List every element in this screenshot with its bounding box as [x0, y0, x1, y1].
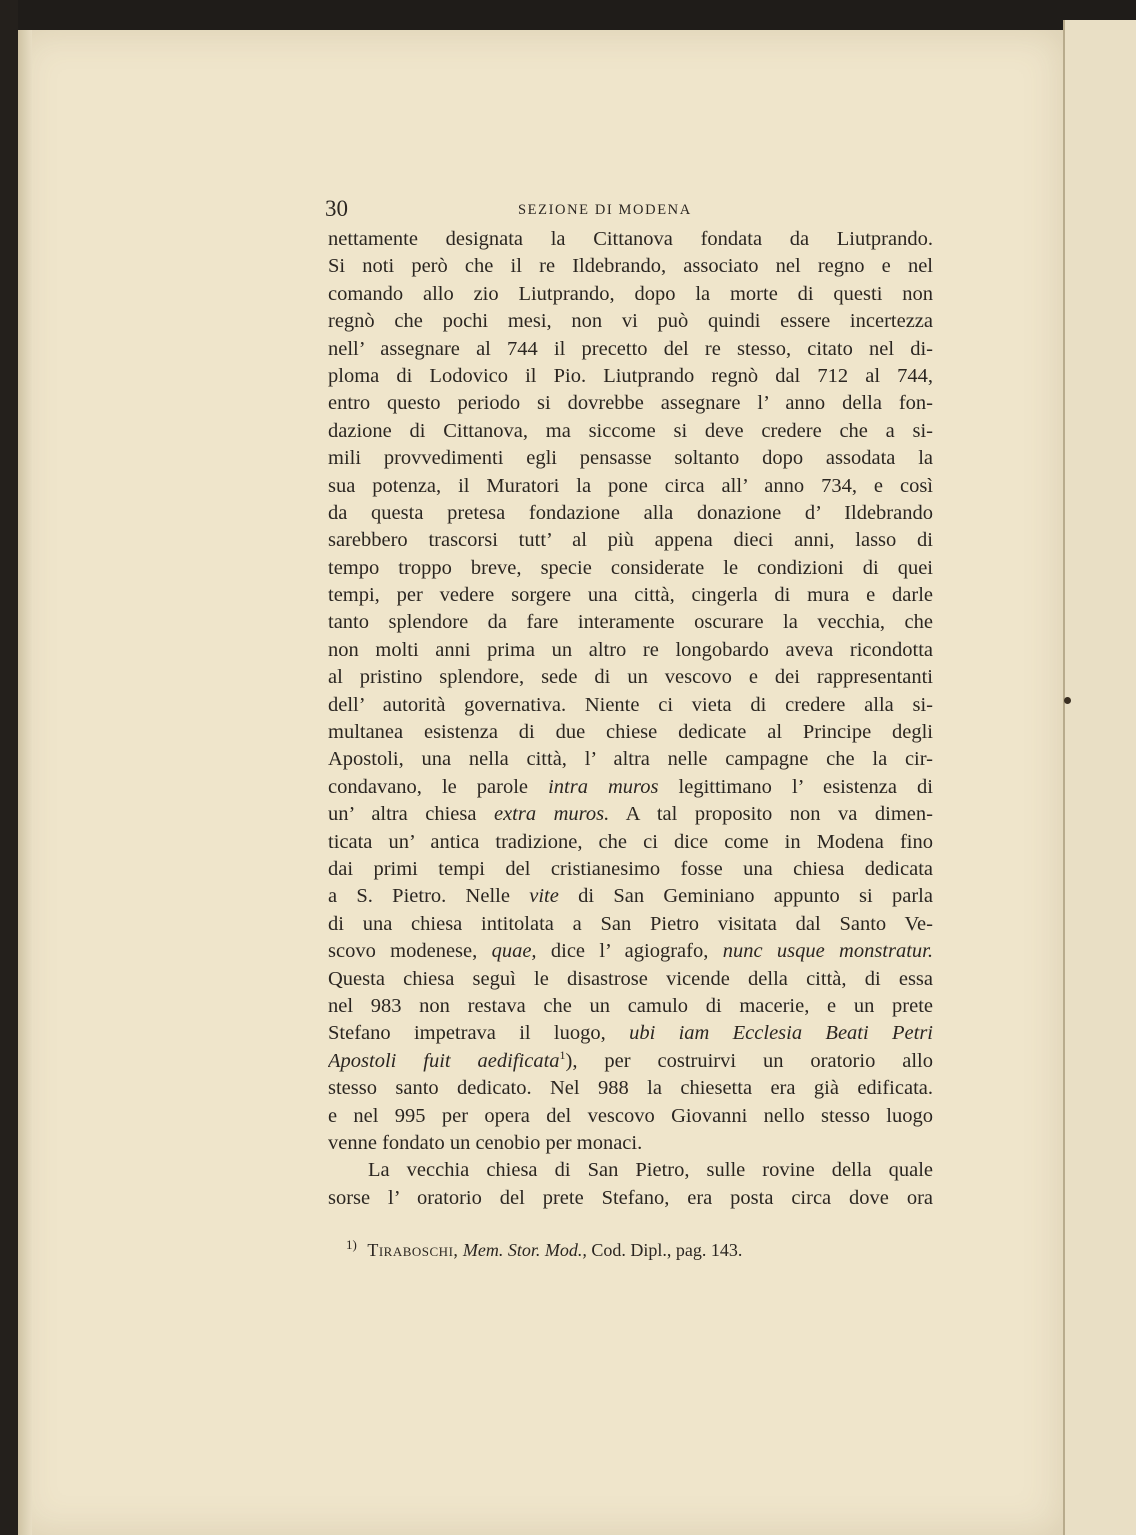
text-line: al pristino splendore, sede di un vescovo e dei rappresentanti	[328, 666, 933, 689]
text-line: di una chiesa intitolata a San Pietro visitata dal Santo Ve-	[328, 912, 933, 935]
text-line: ticata un’ antica tradizione, che ci dice come in Modena fino	[328, 830, 933, 853]
text-line	[328, 938, 933, 965]
line-segment: legittimano l’ esistenza di	[658, 775, 933, 798]
line-segment: un’ altra chiesa	[328, 803, 494, 826]
text-line: La vecchia chiesa di San Pietro, sulle rovine della quale	[368, 1159, 933, 1182]
text-line: regnò che pochi mesi, non vi può quindi essere incertezza	[328, 310, 933, 333]
footnote-reference: Cod. Dipl., pag. 143.	[591, 1240, 743, 1260]
footnote-reference-mark: 1	[559, 1047, 566, 1062]
line-italic-segment: ubi iam Ecclesia Beati Petri	[629, 1022, 933, 1045]
text-line	[328, 883, 933, 910]
text-line: e nel 995 per opera del vescovo Giovanni nello stesso luogo	[328, 1104, 933, 1127]
text-line	[328, 774, 933, 801]
text-line: dai primi tempi del cristianesimo fosse una chiesa dedicata	[328, 857, 933, 880]
text-line: sarebbero trascorsi tutt’ al più appena dieci anni, lasso di	[328, 529, 933, 552]
text-line: nell’ assegnare al 744 il precetto del re stesso, citato nel di-	[328, 337, 933, 360]
footnote-author: Tiraboschi,	[367, 1240, 459, 1260]
line-segment: di San Geminiano appunto si parla	[558, 885, 933, 908]
page-header	[325, 196, 745, 226]
text-line: ploma di Lodovico il Pio. Liutprando regnò dal 712 al 744,	[328, 364, 933, 387]
line-segment: Stefano impetrava il luogo,	[328, 1022, 630, 1045]
text-line: dazione di Cittanova, ma siccome si deve credere che a si-	[328, 419, 933, 442]
text-line: sua potenza, il Muratori la pone circa all’ anno 734, e così	[328, 474, 933, 497]
line-segment: A tal proposito non va dimen-	[609, 803, 933, 826]
text-line	[328, 1020, 933, 1047]
text-line: da questa pretesa fondazione alla donazione d’ Ildebrando	[328, 501, 933, 524]
footnote	[346, 1237, 906, 1261]
text-line: nettamente designata la Cittanova fondata da Liutprando.	[328, 228, 933, 250]
text-line: multanea esistenza di due chiese dedicate al Principe degli	[328, 721, 933, 744]
adjacent-page-edge	[1063, 20, 1136, 1535]
line-segment: ), per costruirvi un oratorio allo	[565, 1049, 933, 1072]
text-line: comando allo zio Liutprando, dopo la morte di questi non	[328, 282, 933, 305]
text-line: venne fondato un cenobio per monaci.	[328, 1131, 643, 1154]
line-segment: scovo modenese,	[328, 940, 492, 963]
text-line: dell’ autorità governativa. Niente ci vieta di credere alla si-	[328, 693, 933, 716]
text-line: tempi, per vedere sorgere una città, cingerla di mura e darle	[328, 584, 933, 607]
running-head: SEZIONE DI MODENA	[518, 202, 692, 218]
page-number: 30	[325, 196, 348, 221]
line-segment: a S. Pietro. Nelle	[328, 885, 530, 908]
footnote-mark: 1)	[346, 1237, 357, 1252]
body-text	[328, 226, 933, 1212]
text-line: sorse l’ oratorio del prete Stefano, era posta circa dove ora	[328, 1186, 933, 1209]
line-italic-segment: quae,	[491, 940, 537, 963]
text-line: non molti anni prima un altro re longobardo aveva ricondotta	[328, 638, 933, 661]
text-line: Si noti però che il re Ildebrando, associato nel regno e nel	[328, 255, 933, 278]
text-line: tempo troppo breve, specie considerate le condizioni di quei	[328, 556, 933, 579]
line-italic-segment: nunc usque monstratur.	[722, 940, 933, 963]
line-segment: dice l’ agiografo,	[536, 940, 723, 963]
text-line	[328, 1048, 933, 1075]
line-italic-segment: Apostoli fuit aedificata	[328, 1049, 560, 1072]
line-italic-segment: intra muros	[548, 775, 659, 798]
text-line: Apostoli, una nella città, l’ altra nelle campagne che la cir-	[328, 748, 933, 771]
text-line: mili provvedimenti egli pensasse soltanto dopo assodata la	[328, 447, 933, 470]
text-line	[328, 801, 933, 828]
scan-background-left	[0, 0, 18, 1535]
text-line: entro questo periodo si dovrebbe assegnare l’ anno della fon-	[328, 392, 933, 415]
text-line: Questa chiesa seguì le disastrose vicende della città, di essa	[328, 967, 933, 990]
line-italic-segment: vite	[529, 885, 559, 908]
footnote-title: Mem. Stor. Mod.,	[462, 1240, 587, 1260]
line-italic-segment: extra muros.	[493, 803, 610, 826]
line-segment: condavano, le parole	[328, 775, 549, 798]
text-line: nel 983 non restava che un camulo di macerie, e un prete	[328, 994, 933, 1017]
ink-spot	[1064, 697, 1071, 704]
text-line: stesso santo dedicato. Nel 988 la chiesetta era già edificata.	[328, 1077, 933, 1100]
text-line: tanto splendore da fare interamente oscurare la vecchia, che	[328, 611, 933, 634]
scan-background-top	[0, 0, 1136, 32]
page-gutter-shadow	[18, 30, 32, 1535]
